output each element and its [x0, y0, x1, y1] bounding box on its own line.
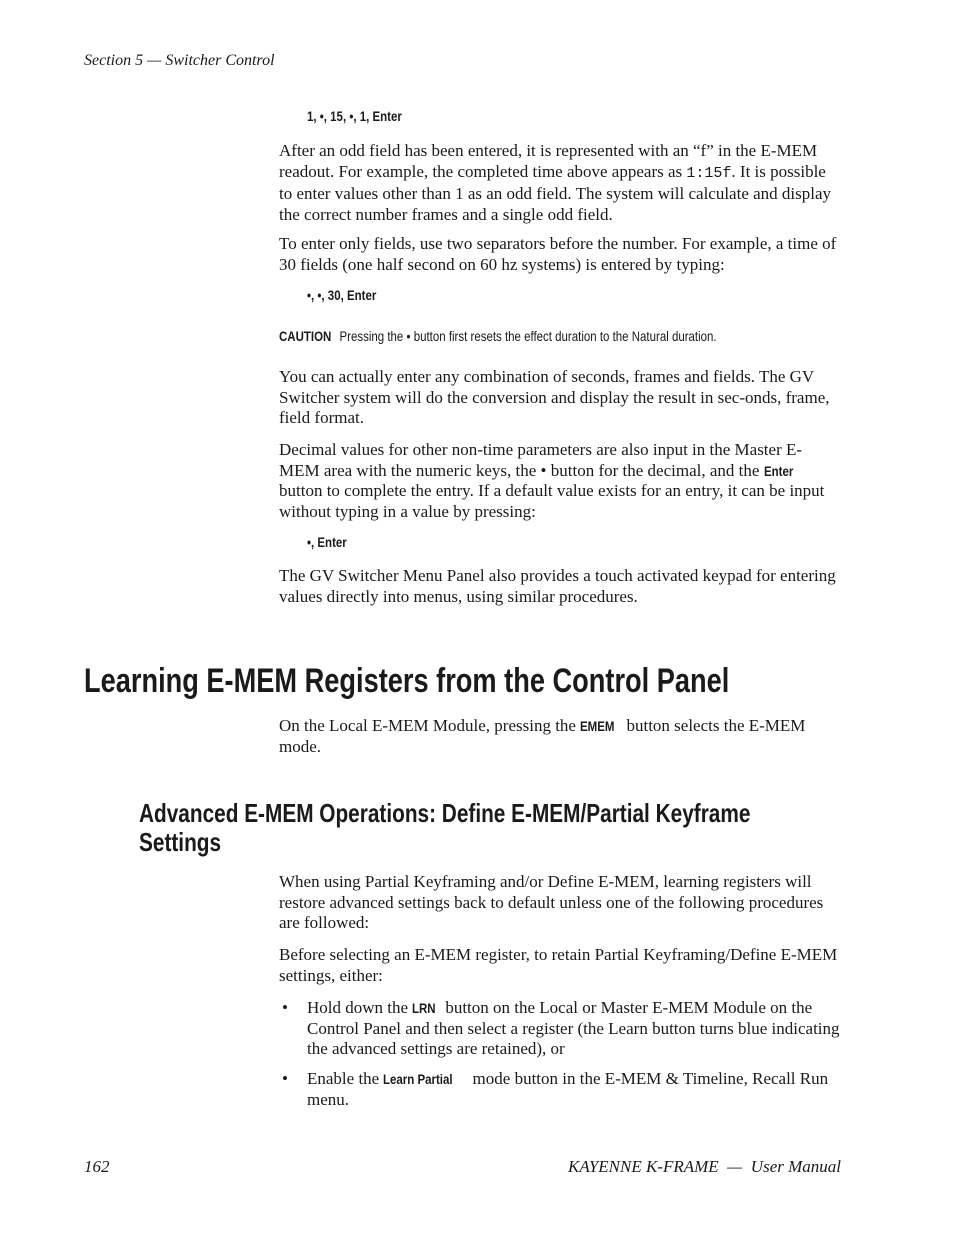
key-sequence-time: 1, •, 15, •, 1, Enter — [307, 108, 402, 124]
running-footer: KAYENNE K-FRAME — User Manual — [568, 1157, 841, 1176]
bullet-item-lrn: • Hold down the LRN button on the Local or Master E-MEM Module on the Control Panel and then select a register (the Learn button turns blue indicating the advanced settings are retained), or — [282, 998, 840, 1058]
bullet-item-learn-partial: • Enable the Learn Partial mode button in the E-MEM & Timeline, Recall Run menu. — [282, 1069, 829, 1109]
caution-label: CAUTION — [279, 328, 332, 344]
paragraph-emem-mode: On the Local E-MEM Module, pressing the EMEM button selects the E-MEM mode. — [279, 716, 806, 756]
paragraph-fields-only: To enter only fields, use two separators before the number. For example, a time of 30 fields (one half second on 60 hz systems) is entered by typing: — [279, 234, 837, 274]
paragraph-decimal-values: Decimal values for other non-time parameters are also input in the Master E-MEM area with the numeric keys, the • button for the decimal, and the Enter button to complete the entry. If a default value exists for an entry, it can be input without typing in a value by pressing: — [279, 440, 825, 521]
paragraph-before-selecting: Before selecting an E-MEM register, to retain Partial Keyframing/Define E-MEM settings, either: — [279, 945, 838, 985]
running-header: Section 5 — Switcher Control — [84, 52, 275, 69]
subsection-heading: Advanced E-MEM Operations: Define E-MEM/Partial Keyframe Settings — [139, 798, 751, 857]
paragraph-combination: You can actually enter any combination of seconds, frames and fields. The GV Switcher system will do the conversion and display the result in sec-onds, frame, field format. — [279, 367, 830, 427]
section-heading: Learning E-MEM Registers from the Control Panel — [84, 662, 730, 700]
key-sequence-fields: •, •, 30, Enter — [307, 287, 377, 303]
caution-text: Pressing the • button first resets the effect duration to the Natural duration. — [339, 328, 717, 344]
paragraph-odd-field: After an odd field has been entered, it is represented with an “f” in the E-MEM readout. For example, the completed time above appears as 1:15f. It is possible to enter values other than 1 as an odd field. The system will calculate and display the correct number frames and a single odd field. — [279, 141, 832, 224]
page-number: 162 — [84, 1157, 110, 1176]
key-sequence-default: •, Enter — [307, 534, 347, 550]
caution-note — [279, 328, 813, 346]
paragraph-partial-keyframing: When using Partial Keyframing and/or Define E-MEM, learning registers will restore advanced settings back to default unless one of the following procedures are followed: — [279, 872, 824, 932]
readout-code: 1:15f — [686, 164, 732, 182]
paragraph-menu-panel: The GV Switcher Menu Panel also provides a touch activated keypad for entering values directly into menus, using similar procedures. — [279, 566, 836, 606]
